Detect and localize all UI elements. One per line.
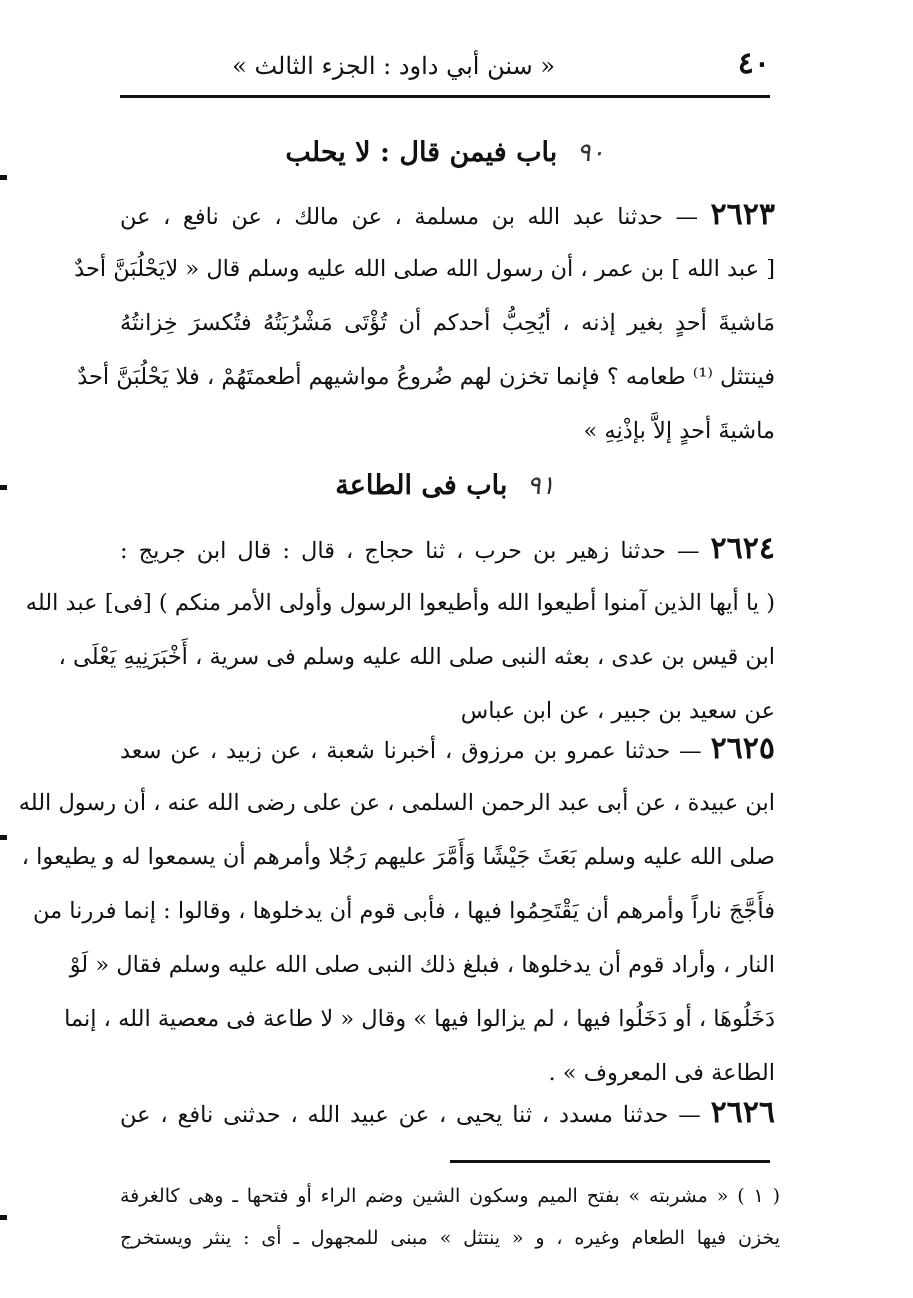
footnote-rule bbox=[450, 1160, 770, 1163]
hadith-2625 bbox=[18, 722, 776, 1100]
text-line: ابن قيس بن عدى ، بعثه النبى صلى الله عليه وسلم فى سرية ، أَخْبَرَنِيهِ يَعْلَى ، bbox=[58, 644, 775, 670]
margin-mark bbox=[0, 175, 7, 180]
chapter-title: باب فى الطاعة bbox=[335, 470, 508, 501]
text-line: ٢٦٢٥ — حدثنا عمرو بن مرزوق ، أخبرنا شعبة ، عن زبيد ، عن سعد bbox=[120, 731, 776, 766]
chapter-heading-91 bbox=[120, 470, 770, 501]
text-line: دَخَلُوهَا ، أو دَخَلُوا فيها ، لم يزالوا فيها » وقال « لا طاعة فى معصية الله ، إنما bbox=[64, 1006, 775, 1032]
text-line: [ عبد الله ] بن عمر ، أن رسول الله صلى الله عليه وسلم قال « لايَحْلُبَنَّ أحدٌ bbox=[74, 256, 775, 282]
margin-mark bbox=[0, 1215, 7, 1220]
text-line: ابن عبيدة ، عن أبى عبد الرحمن السلمى ، عن على رضى الله عنه ، أن رسول الله bbox=[18, 790, 775, 816]
footnote-line: ( ١ ) « مشربته » بفتح الميم وسكون الشين وضم الراء أو فتحها ـ وهى كالغرفة bbox=[120, 1185, 780, 1207]
text-line: ٢٦٢٣ — حدثنا عبد الله بن مسلمة ، عن مالك ، عن نافع ، عن bbox=[120, 197, 775, 232]
header-rule bbox=[120, 95, 770, 98]
running-head bbox=[120, 46, 770, 86]
text-line: الطاعة فى المعروف » . bbox=[548, 1060, 775, 1086]
text-line: عن سعيد بن جبير ، عن ابن عباس bbox=[460, 698, 775, 724]
text-line: النار ، وأراد قوم أن يدخلوها ، فبلغ ذلك النبى صلى الله عليه وسلم فقال « لَوْ bbox=[69, 952, 775, 978]
footnote-line: يخزن فيها الطعام وغيره ، و « ينتثل » مبنى للمجهول ـ أى : ينثر ويستخرج bbox=[120, 1227, 780, 1249]
text-line: فأَجَّجَ ناراً وأمرهم أن يَقْتَحِمُوا فيها ، فأبى قوم أن يدخلوها ، وقالوا : إنما فررنا من bbox=[32, 898, 775, 924]
hadith-2626 bbox=[120, 1086, 775, 1140]
text-line: فينتثل ⁽¹⁾ طعامه ؟ فإنما تخزن لهم ضُروعُ مواشيهم أطعمتَهُمْ ، فلا يَحْلُبَنَّ أحدٌ bbox=[77, 364, 775, 390]
running-title: « سنن أبي داود : الجزء الثالث » bbox=[232, 52, 555, 80]
margin-mark bbox=[0, 835, 7, 840]
chapter-title: باب فيمن قال : لا يحلب bbox=[285, 137, 558, 168]
text-line: ماشيةَ أحدٍ إلاَّ بإذْنِهِ » bbox=[583, 418, 775, 444]
text-line: صلى الله عليه وسلم بَعَثَ جَيْشًا وَأَمَّرَ عليهم رَجُلا وأمرهم أن يسمعوا له و يطيعوا ، bbox=[21, 844, 775, 870]
chapter-number: ٩١ bbox=[526, 471, 555, 501]
margin-mark bbox=[0, 485, 7, 490]
hadith-number: ٢٦٢٥ bbox=[710, 731, 776, 766]
footnote bbox=[120, 1175, 780, 1259]
hadith-number: ٢٦٢٦ bbox=[710, 1095, 776, 1130]
hadith-2623 bbox=[74, 188, 775, 458]
hadith-2624 bbox=[25, 522, 775, 738]
page-number: ٤٠ bbox=[737, 46, 770, 81]
hadith-number: ٢٦٢٣ bbox=[710, 197, 775, 232]
text-line: ٢٦٢٤ — حدثنا زهير بن حرب ، ثنا حجاج ، قال : قال ابن جريج : bbox=[120, 531, 775, 566]
text-line: ( يا أيها الذين آمنوا أطيعوا الله وأطيعوا الرسول وأولى الأمر منكم ) [فى] عبد الله bbox=[25, 590, 775, 616]
text-line: ٢٦٢٦ — حدثنا مسدد ، ثنا يحيى ، عن عبيد الله ، حدثنى نافع ، عن bbox=[120, 1095, 776, 1130]
text-line: مَاشيةَ أحدٍ بغير إذنه ، أيُحِبُّ أحدكم أن تُؤْتَى مَشْرُبَتُهُ فتُكسرَ خِزانتُهُ bbox=[120, 310, 775, 336]
chapter-number: ٩٠ bbox=[576, 138, 605, 168]
chapter-heading-90 bbox=[120, 137, 770, 168]
hadith-number: ٢٦٢٤ bbox=[710, 531, 775, 566]
